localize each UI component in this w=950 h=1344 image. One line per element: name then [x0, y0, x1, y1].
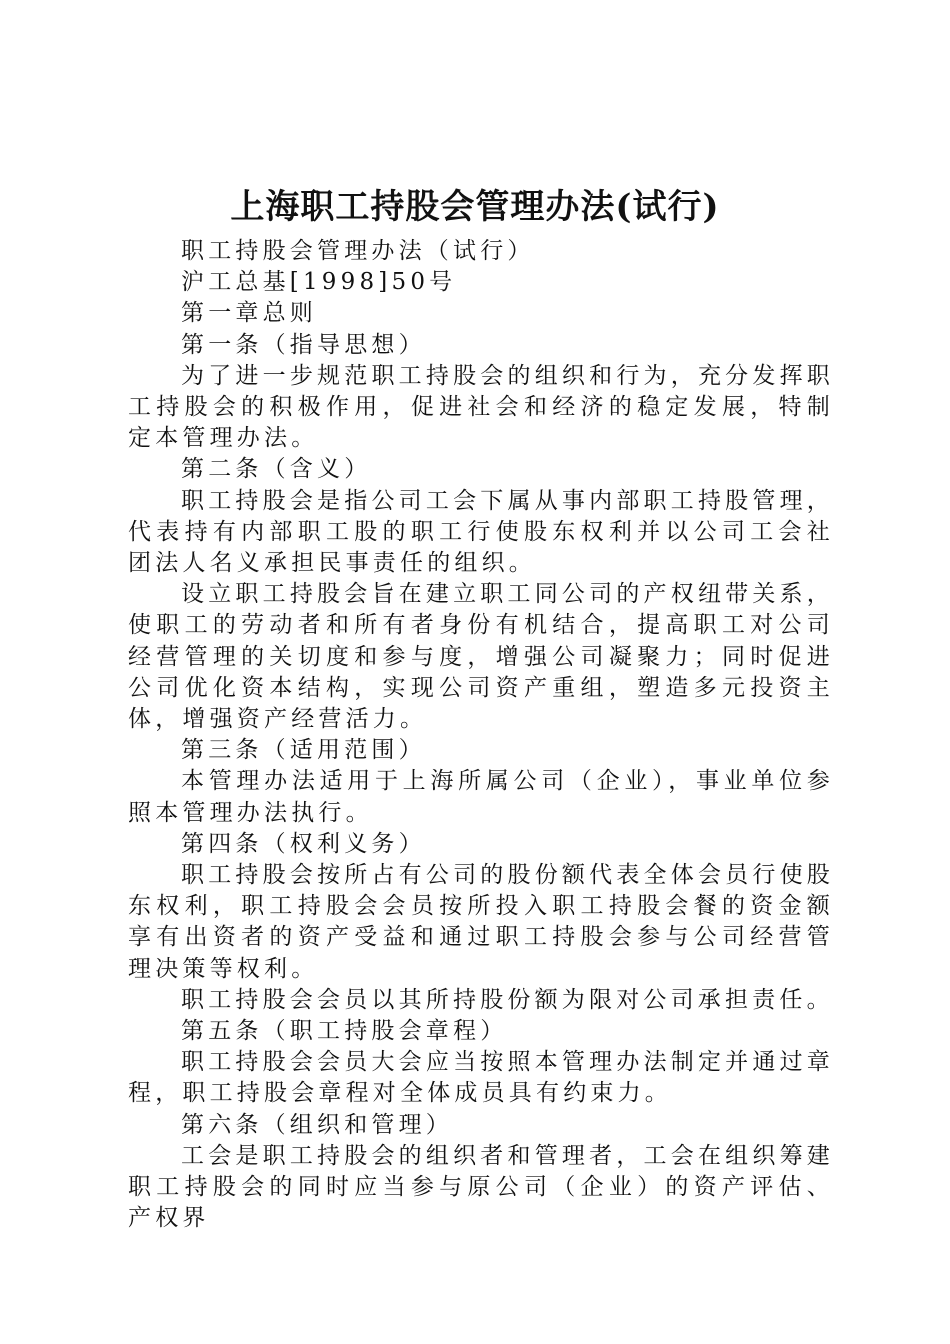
- paragraph: 为了进一步规范职工持股会的组织和行为，充分发挥职工持股会的积极作用，促进社会和经济的稳定发展，特制定本管理办法。: [128, 362, 834, 452]
- paragraph: 职工持股会会员大会应当按照本管理办法制定并通过章程，职工持股会章程对全体成员具有约束力。: [128, 1049, 834, 1107]
- document-body: [128, 236, 834, 1235]
- paragraph: 本管理办法适用于上海所属公司（企业），事业单位参照本管理办法执行。: [128, 768, 834, 826]
- article-heading: 第六条（组织和管理）: [181, 1111, 453, 1138]
- article-heading: 第一条（指导思想）: [181, 331, 426, 358]
- subtitle-line: 职工持股会管理办法（试行）: [181, 238, 535, 264]
- article-heading: 第四条（权利义务）: [181, 830, 426, 857]
- article-heading: 第五条（职工持股会章程）: [181, 1018, 508, 1045]
- paragraph: 职工持股会会员以其所持股份额为限对公司承担责任。: [181, 986, 834, 1013]
- paragraph: 职工持股会是指公司工会下属从事内部职工持股管理，代表持有内部职工股的职工行使股东权利并以公司工会社团法人名义承担民事责任的组织。: [128, 487, 834, 577]
- document-title: 上海职工持股会管理办法(试行): [230, 187, 720, 227]
- chapter-heading: 第一章总则: [181, 300, 317, 327]
- article-heading: 第三条（适用范围）: [181, 737, 426, 764]
- document-number: 沪工总基[1998]50号: [181, 269, 457, 296]
- paragraph: 职工持股会按所占有公司的股份额代表全体会员行使股东权利，职工持股会会员按所投入职工持股会餐的资金额享有出资者的资产受益和通过职工持股会参与公司经营管理决策等权利。: [128, 862, 834, 982]
- article-heading: 第二条（含义）: [181, 456, 372, 483]
- paragraph: 工会是职工持股会的组织者和管理者，工会在组织筹建职工持股会的同时应当参与原公司（企业）的资产评估、产权界: [128, 1142, 834, 1232]
- paragraph: 设立职工持股会旨在建立职工同公司的产权纽带关系，使职工的劳动者和所有者身份有机结合，提高职工对公司经营管理的关切度和参与度，增强公司凝聚力；同时促进公司优化资本结构，实现公司资产重组，塑造多元投资主体，增强资产经营活力。: [128, 581, 834, 733]
